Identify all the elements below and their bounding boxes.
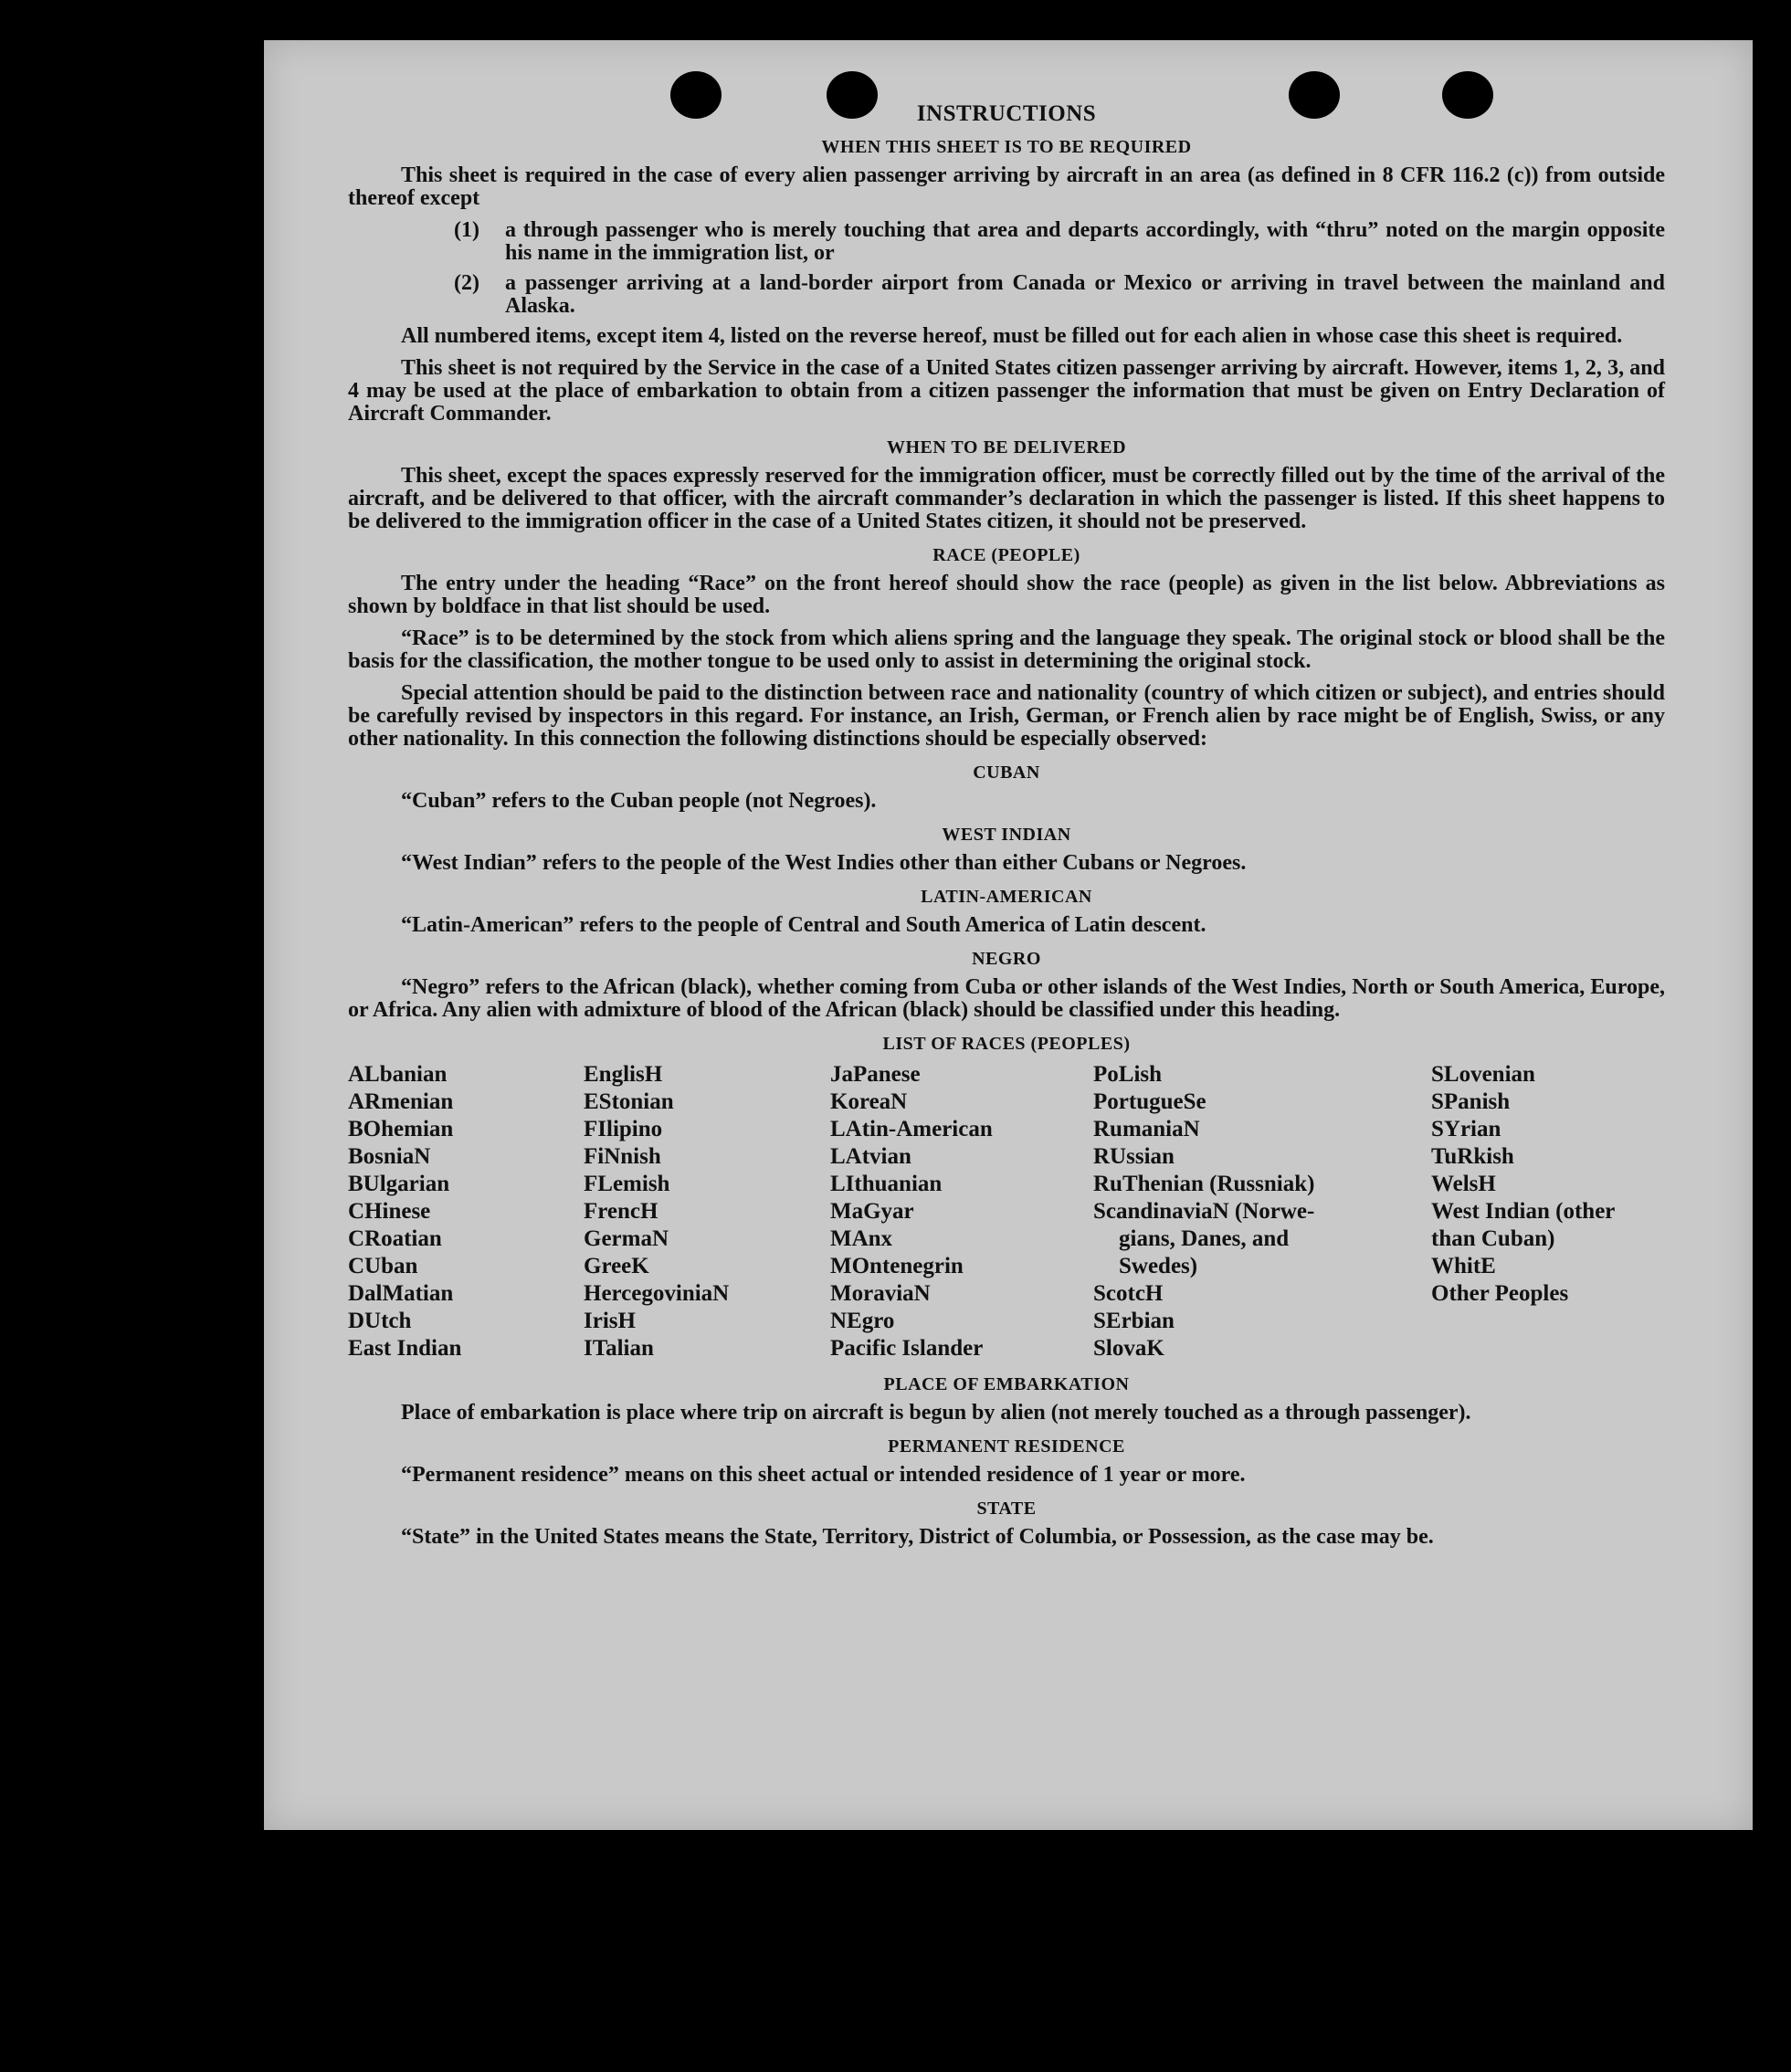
list-item: [454, 272, 1665, 318]
race-entry: IrisH: [584, 1309, 636, 1333]
race-entry: LIthuanian: [830, 1172, 943, 1196]
race-entry: RUssian: [1093, 1144, 1175, 1169]
section-heading-list-of-races: LIST OF RACES (PEOPLES): [882, 1034, 1131, 1054]
race-entry: HercegovinіaN: [584, 1281, 730, 1306]
document-page: [264, 40, 1753, 1830]
race-entry: EStonian: [584, 1089, 674, 1114]
race-entry: KoreaN: [830, 1089, 908, 1114]
paragraph: This sheet is required in the case of every alien passenger arriving by aircraft in an area (as defined in 8 CFR 116.2 (c)) from outside thereof except: [348, 163, 1665, 210]
race-entry: East Indian: [348, 1336, 462, 1361]
race-entry: TuRkish: [1431, 1144, 1514, 1169]
race-entry: BOhemian: [348, 1117, 454, 1141]
section-heading-when-delivered: WHEN TO BE DELIVERED: [886, 437, 1127, 458]
item-text: a through passenger who is merely touching that area and departs accordingly, with “thru” noted on the margin opposite his name in the immigration list, or: [505, 218, 1665, 265]
paragraph: “Negro” refers to the African (black), whether coming from Cuba or other islands of the West Indies, North or South America, Europe, or Africa. Any alien with admixture of blood of the African (black) should be classified under this heading.: [348, 975, 1665, 1022]
item-text: a passenger arriving at a land-border airport from Canada or Mexico or arriving in travel between the mainland and Alaska.: [505, 271, 1665, 318]
race-entry: SPanish: [1431, 1089, 1511, 1114]
section-heading-residence: PERMANENT RESIDENCE: [888, 1436, 1125, 1457]
race-entry: GermaN: [584, 1226, 669, 1251]
race-entry: DUtch: [348, 1309, 412, 1333]
race-entry: FrencH: [584, 1199, 658, 1224]
race-entry: PoLish: [1093, 1062, 1163, 1087]
paragraph: “Permanent residence” means on this sheet actual or intended residence of 1 year or more.: [401, 1463, 1246, 1487]
race-entry: Other Peoples: [1431, 1281, 1569, 1306]
race-entry: SLovenian: [1431, 1062, 1535, 1087]
race-entry: MOntenegrin: [830, 1254, 964, 1278]
race-entry: West Indian (other: [1431, 1199, 1616, 1224]
paragraph: “Latin-American” refers to the people of Central and South America of Latin descent.: [401, 913, 1206, 937]
race-entry: LAtin-American: [830, 1117, 993, 1141]
race-entry: ScandinaviaN (Norwe-: [1093, 1199, 1315, 1224]
section-heading-when-required: WHEN THIS SHEET IS TO BE REQUIRED: [821, 137, 1192, 157]
race-entry: FIlipino: [584, 1117, 663, 1141]
page-title: INSTRUCTIONS: [916, 101, 1097, 126]
race-entry: SYrian: [1431, 1117, 1501, 1141]
race-entry: MAnx: [830, 1226, 893, 1251]
paragraph: This sheet, except the spaces expressly reserved for the immigration officer, must be correctly filled out by the time of the arrival of the aircraft, and be delivered to that officer, with the aircraft commander’s declaration in which the passenger is listed. If this sheet happens to be delivered to the immigration officer in the case of a United States citizen, it should not be preserved.: [348, 464, 1665, 533]
paragraph: “West Indian” refers to the people of the West Indies other than either Cubans or Negroes.: [401, 851, 1247, 875]
paragraph: The entry under the heading “Race” on the front hereof should show the race (people) as given in the list below. Abbreviations as shown by boldface in that list should be used.: [348, 572, 1665, 618]
race-column: [830, 1061, 1093, 1362]
paragraph: “Cuban” refers to the Cuban people (not Negroes).: [401, 789, 877, 813]
race-entry: FiNnish: [584, 1144, 661, 1169]
race-entry: Pacific Islander: [830, 1336, 984, 1361]
race-entry: ARmenian: [348, 1089, 454, 1114]
race-entry: MaGyar: [830, 1199, 914, 1224]
race-entry: GreeK: [584, 1254, 649, 1278]
race-entry: EnglisH: [584, 1062, 663, 1087]
race-entry: RumaniaN: [1093, 1117, 1200, 1141]
section-heading-negro: NEGRO: [972, 949, 1041, 969]
item-number: (1): [454, 218, 479, 242]
race-entry: SErbian: [1093, 1309, 1175, 1333]
race-entry: WhitE: [1431, 1254, 1496, 1278]
paragraph: This sheet is not required by the Service in the case of a United States citizen passenger arriving by aircraft. However, items 1, 2, 3, and 4 may be used at the place of embarkation to obtain from a citizen passenger the information that must be given on Entry Declaration of Aircraft Commander.: [348, 356, 1665, 426]
race-entry: WelsH: [1431, 1172, 1496, 1196]
race-column: [584, 1061, 830, 1362]
race-entry: ScotcH: [1093, 1281, 1164, 1306]
item-number: (2): [454, 271, 479, 295]
section-heading-state: STATE: [976, 1499, 1037, 1519]
paragraph: “State” in the United States means the State, Territory, District of Columbia, or Possession, as the case may be.: [401, 1525, 1434, 1549]
race-entry: FLemish: [584, 1172, 670, 1196]
race-entry: RuThenian (Russniak): [1093, 1172, 1315, 1196]
race-entry: Swedes): [1119, 1254, 1198, 1278]
instructions-text: [348, 102, 1665, 1558]
race-entry: LAtvian: [830, 1144, 911, 1169]
race-entry: PortugueSe: [1093, 1089, 1206, 1114]
paragraph: Place of embarkation is place where trip on aircraft is begun by alien (not merely touched as a through passenger).: [401, 1401, 1471, 1425]
race-entry: NEgro: [830, 1309, 895, 1333]
race-entry: CRoatian: [348, 1226, 442, 1251]
section-heading-latin-american: LATIN-AMERICAN: [921, 887, 1092, 907]
race-entry: ALbanian: [348, 1062, 448, 1087]
section-heading-cuban: CUBAN: [973, 763, 1040, 783]
race-entry: ITalian: [584, 1336, 654, 1361]
race-entry: gians, Danes, and: [1119, 1226, 1290, 1251]
section-heading-west-indian: WEST INDIAN: [942, 825, 1071, 845]
race-entry: CHinese: [348, 1199, 431, 1224]
race-column: [1093, 1061, 1431, 1362]
section-heading-embarkation: PLACE OF EMBARKATION: [883, 1374, 1130, 1394]
race-entry: than Cuban): [1431, 1226, 1555, 1251]
race-entry: DalMatian: [348, 1281, 454, 1306]
list-item: [454, 219, 1665, 265]
paragraph: All numbered items, except item 4, listed on the reverse hereof, must be filled out for each alien in whose case this sheet is required.: [401, 324, 1623, 348]
race-entry: BosniaN: [348, 1144, 431, 1169]
race-entry: JaPanese: [830, 1062, 921, 1087]
race-entry: SlovaK: [1093, 1336, 1164, 1361]
race-entry: BUlgarian: [348, 1172, 450, 1196]
section-heading-race: RACE (PEOPLE): [932, 545, 1080, 565]
paragraph: “Race” is to be determined by the stock from which aliens spring and the language they speak. The original stock or blood shall be the basis for the classification, the mother tongue to be used only to assist in determining the original stock.: [348, 626, 1665, 673]
race-column: [1431, 1061, 1659, 1362]
race-list: [348, 1061, 1665, 1362]
race-column: [348, 1061, 584, 1362]
race-entry: CUban: [348, 1254, 418, 1278]
paragraph: Special attention should be paid to the distinction between race and nationality (country of which citizen or subject), and entries should be carefully revised by inspectors in this regard. For instance, an Irish, German, or French alien by race might be of English, Swiss, or any other nationality. In this connection the following distinctions should be especially observed:: [348, 681, 1665, 751]
race-entry: MoraviaN: [830, 1281, 931, 1306]
